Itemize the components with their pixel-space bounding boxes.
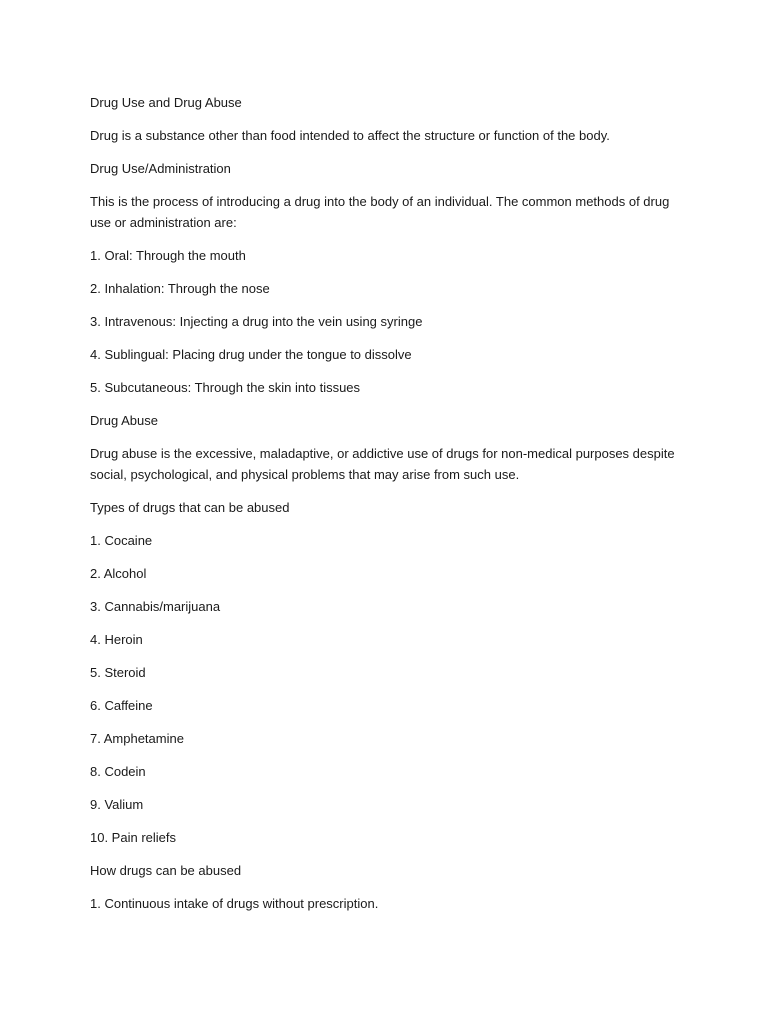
list-item: 1. Continuous intake of drugs without prescription. (90, 896, 379, 911)
paragraph: Drug is a substance other than food intended to affect the structure or function of the body. (90, 128, 610, 143)
list-item: 6. Caffeine (90, 698, 153, 713)
section-heading: Types of drugs that can be abused (90, 500, 290, 515)
document-title: Drug Use and Drug Abuse (90, 95, 242, 110)
list-item: 3. Cannabis/marijuana (90, 599, 221, 614)
list-item: 9. Valium (90, 797, 144, 812)
list-item: 3. Intravenous: Injecting a drug into the vein using syringe (90, 314, 423, 329)
document-body (90, 92, 675, 926)
list-item: 10. Pain reliefs (90, 830, 176, 845)
section-heading: How drugs can be abused (90, 863, 242, 878)
list-item: 7. Amphetamine (90, 731, 184, 746)
section-heading: Drug Use/Administration (90, 161, 231, 176)
list-item: 5. Steroid (90, 665, 146, 680)
list-item: 1. Oral: Through the mouth (90, 248, 246, 263)
list-item: 2. Alcohol (90, 566, 147, 581)
list-item: 1. Cocaine (90, 533, 153, 548)
list-item: 4. Sublingual: Placing drug under the tongue to dissolve (90, 347, 412, 362)
list-item: 8. Codein (90, 764, 146, 779)
list-item: 5. Subcutaneous: Through the skin into tissues (90, 380, 361, 395)
paragraph: Drug abuse is the excessive, maladaptive, or addictive use of drugs for non-medical purposes despite social, psychological, and physical problems that may arise from such use. (90, 446, 675, 482)
list-item: 2. Inhalation: Through the nose (90, 281, 270, 296)
paragraph: This is the process of introducing a drug into the body of an individual. The common methods of drug use or administration are: (90, 194, 670, 230)
section-heading: Drug Abuse (90, 413, 158, 428)
list-item: 4. Heroin (90, 632, 143, 647)
